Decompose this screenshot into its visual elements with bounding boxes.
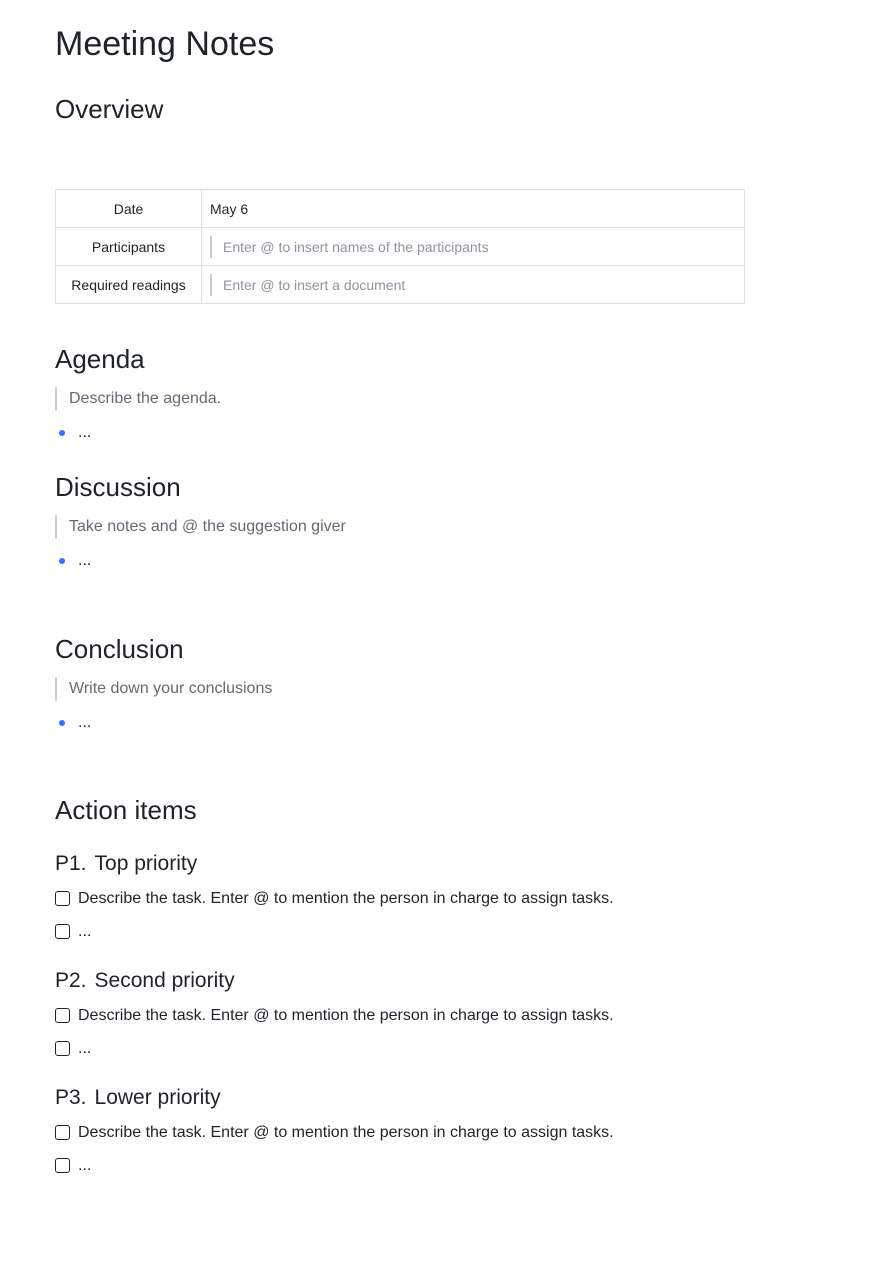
discussion-heading[interactable]: Discussion <box>55 472 181 502</box>
task-text[interactable]: ... <box>78 923 92 940</box>
readings-field[interactable] <box>202 266 745 304</box>
task-item <box>55 888 614 910</box>
list-item-text: ... <box>78 714 92 731</box>
readings-placeholder: Enter @ to insert a document <box>210 274 405 296</box>
checkbox[interactable] <box>55 1158 70 1173</box>
task-text[interactable]: Describe the task. Enter @ to mention the person in charge to assign tasks. <box>78 890 614 907</box>
participants-placeholder: Enter @ to insert names of the participants <box>210 236 489 258</box>
agenda-hint[interactable]: Describe the agenda. <box>55 387 221 411</box>
checkbox[interactable] <box>55 924 70 939</box>
table-row <box>56 266 745 304</box>
list-item-text: ... <box>78 424 92 441</box>
bullet-dot-icon <box>59 558 65 564</box>
priority-number: P1. <box>55 852 87 875</box>
conclusion-hint[interactable]: Write down your conclusions <box>55 677 272 701</box>
task-text[interactable]: ... <box>78 1157 92 1174</box>
checkbox[interactable] <box>55 1125 70 1140</box>
info-table <box>55 189 745 304</box>
table-row <box>56 190 745 228</box>
date-label[interactable]: Date <box>56 190 202 228</box>
date-value[interactable]: May 6 <box>202 190 745 228</box>
list-item[interactable] <box>55 712 91 734</box>
priority-label: Lower priority <box>94 1086 221 1109</box>
participants-field[interactable] <box>202 228 745 266</box>
task-item <box>55 1005 614 1027</box>
priority-label: Top priority <box>94 852 198 875</box>
checkbox[interactable] <box>55 1041 70 1056</box>
discussion-hint[interactable]: Take notes and @ the suggestion giver <box>55 515 346 539</box>
bullet-dot-icon <box>59 430 65 436</box>
task-text[interactable]: Describe the task. Enter @ to mention the person in charge to assign tasks. <box>78 1007 614 1024</box>
checkbox[interactable] <box>55 891 70 906</box>
task-item <box>55 1038 91 1060</box>
agenda-heading[interactable]: Agenda <box>55 344 145 374</box>
checkbox[interactable] <box>55 1008 70 1023</box>
priority-heading-p3[interactable] <box>55 1084 221 1112</box>
priority-number: P2. <box>55 969 87 992</box>
list-item[interactable] <box>55 550 91 572</box>
task-item <box>55 921 91 943</box>
overview-heading[interactable]: Overview <box>55 94 164 124</box>
priority-number: P3. <box>55 1086 87 1109</box>
task-text[interactable]: ... <box>78 1040 92 1057</box>
page-title[interactable]: Meeting Notes <box>55 25 275 63</box>
priority-heading-p1[interactable] <box>55 850 197 878</box>
action-items-heading[interactable]: Action items <box>55 795 197 825</box>
conclusion-heading[interactable]: Conclusion <box>55 634 184 664</box>
task-text[interactable]: Describe the task. Enter @ to mention the person in charge to assign tasks. <box>78 1124 614 1141</box>
priority-label: Second priority <box>94 969 235 992</box>
list-item-text: ... <box>78 552 92 569</box>
participants-label[interactable]: Participants <box>56 228 202 266</box>
task-item <box>55 1122 614 1144</box>
list-item[interactable] <box>55 422 91 444</box>
table-row <box>56 228 745 266</box>
bullet-dot-icon <box>59 720 65 726</box>
task-item <box>55 1155 91 1177</box>
readings-label[interactable]: Required readings <box>56 266 202 304</box>
priority-heading-p2[interactable] <box>55 967 235 995</box>
